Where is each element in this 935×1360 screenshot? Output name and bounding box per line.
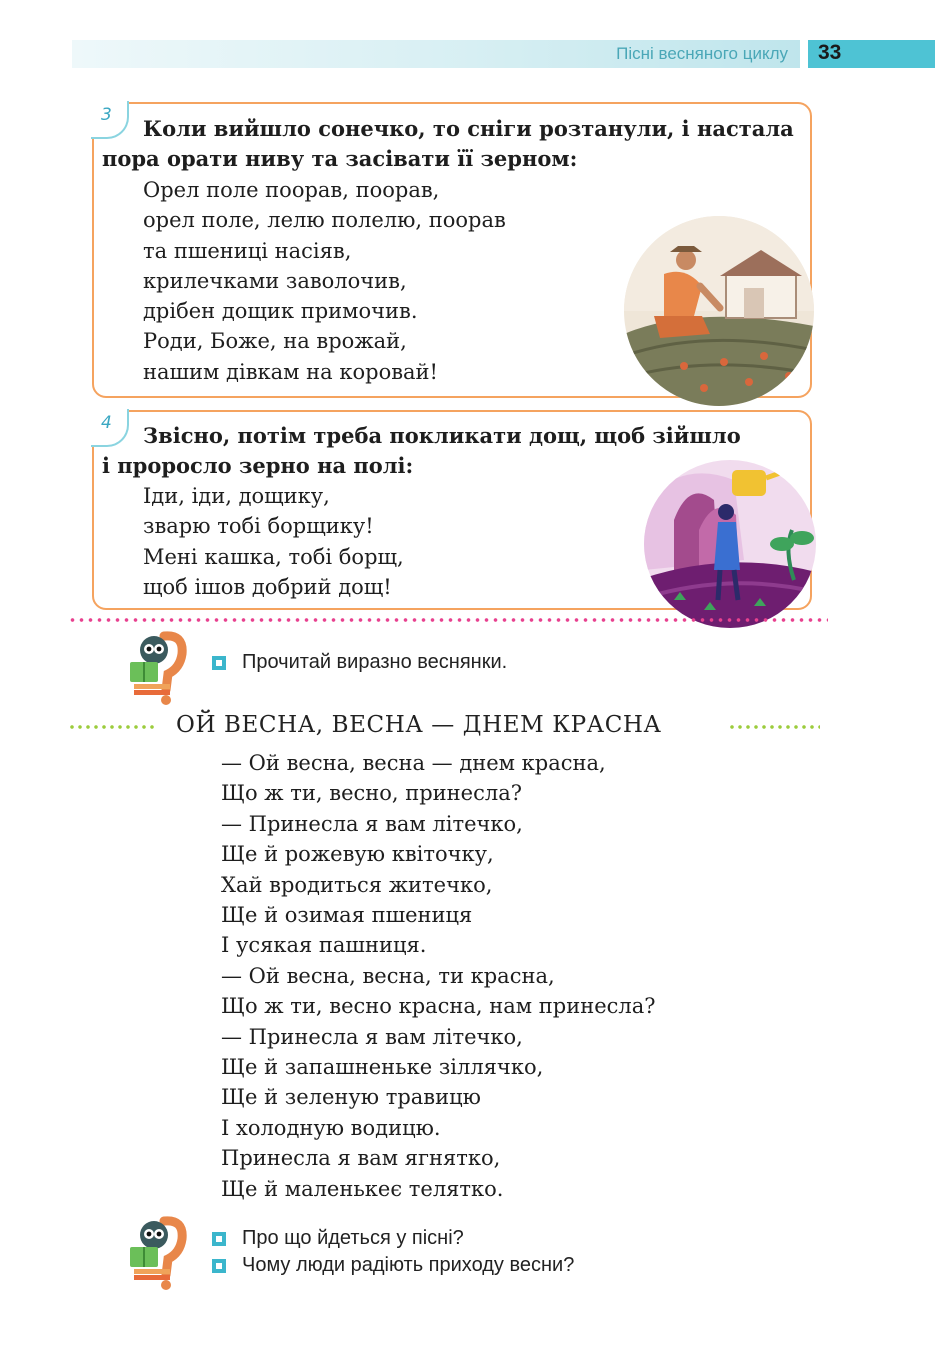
reading-mascot-icon	[126, 1213, 188, 1291]
verse-line: зварю тобі борщику!	[143, 514, 374, 539]
task-3-number: 3	[101, 105, 112, 125]
song-line: — Ой весна, весна — днем красна,	[221, 751, 606, 775]
song-line: Що ж ти, весно, принесла?	[221, 781, 522, 806]
section-divider	[68, 618, 828, 622]
song-line: І холодную водицю.	[221, 1115, 441, 1140]
task-3-lead-line-2: пора орати ниву та засівати її зерном:	[102, 146, 578, 171]
song-line: Принесла я вам ягнятко,	[221, 1146, 501, 1171]
reading-mascot-icon	[126, 628, 188, 706]
song-line: Ще й рожевую квіточку,	[221, 842, 494, 867]
verse-line: та пшениці насіяв,	[143, 238, 352, 263]
header-band	[72, 40, 800, 68]
song-line: Ще й запашненьке зіллячко,	[221, 1055, 544, 1080]
verse-line: Орел поле поорав, поорав,	[143, 178, 440, 202]
square-bullet-icon	[212, 656, 226, 670]
page-number-box	[808, 40, 935, 68]
page-number: 33	[818, 41, 842, 64]
section-title: Пісні весняного циклу	[616, 44, 788, 63]
instruction-text: Прочитай виразно веснянки.	[242, 651, 508, 673]
task-4-lead-line-1: Звісно, потім треба покликати дощ, щоб зійшло	[143, 423, 741, 448]
song-line: І усякая пашниця.	[221, 933, 427, 958]
verse-line: Мені кашка, тобі борщ,	[143, 544, 404, 569]
song-line: Що ж ти, весно красна, нам принесла?	[221, 994, 656, 1019]
song-line: — Принесла я вам літечко,	[221, 1024, 523, 1049]
verse-line: щоб ішов добрий дощ!	[143, 574, 392, 599]
task-4-verse	[143, 481, 404, 602]
square-bullet-icon	[212, 1259, 226, 1273]
verse-line: дрібен дощик примочив.	[143, 299, 418, 324]
watering-can-illustration-icon	[644, 460, 816, 628]
verse-line: Роди, Боже, на врожай,	[143, 329, 407, 354]
song-line: — Ой весна, весна, ти красна,	[221, 963, 555, 988]
verse-line: нашим дівкам на коровай!	[143, 359, 438, 384]
question-text: Про що йдеться у пісні?	[242, 1227, 464, 1249]
song-line: Хай вродиться житечко,	[221, 872, 493, 897]
title-dots-left	[68, 725, 156, 729]
song-title: ОЙ ВЕСНА, ВЕСНА — ДНЕМ КРАСНА	[176, 712, 662, 738]
task-4-number: 4	[101, 413, 112, 433]
song-verse	[221, 748, 656, 1204]
task-4-lead-line-2: і проросло зерно на полі:	[102, 453, 414, 478]
verse-line: крилечками заволочив,	[143, 268, 407, 293]
task-3-lead-line-1: Коли вийшло сонечко, то сніги розтанули, і настала	[143, 116, 794, 141]
song-line: Ще й озимая пшениця	[221, 903, 473, 928]
song-line: Ще й зеленую травицю	[221, 1085, 481, 1110]
task-3-verse	[143, 175, 506, 387]
verse-line: Іди, іди, дощику,	[143, 484, 330, 508]
song-line: — Принесла я вам літечко,	[221, 811, 523, 836]
song-line: Ще й маленькеє телятко.	[221, 1176, 504, 1201]
farmer-field-illustration-icon	[624, 216, 814, 406]
title-dots-right	[728, 725, 820, 729]
verse-line: орел поле, лелю полелю, поорав	[143, 208, 506, 233]
question-text: Чому люди радіють приходу весни?	[242, 1254, 575, 1276]
square-bullet-icon	[212, 1232, 226, 1246]
